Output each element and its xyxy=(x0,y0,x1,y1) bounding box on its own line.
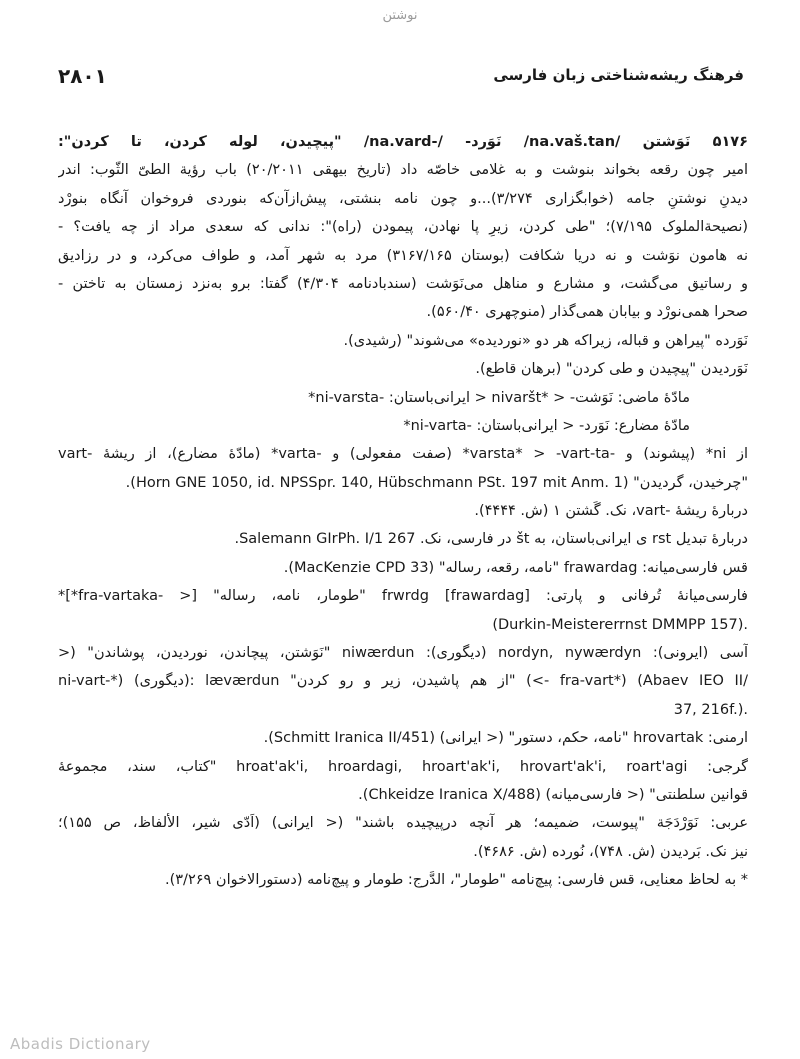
entry-line: نَوَردیدن "پیچیدن و طی کردن" (برهان قاطع). xyxy=(475,361,748,378)
entry-line: ni-vart-*) (دیگوری): læværdun "از هم پاشیدن، زیر و رو کردن" (<- fra-vart*) (Abaev IEO II/ xyxy=(58,673,748,690)
entry-line: ارمنی: hrovartak "نامه، حکم، دستور" (< ایرانی) (Schmitt Iranica II/451). xyxy=(263,730,748,747)
entry-line: نَوَرده "پیراهن و قباله، زیراکه هر دو «نوردیده» می‌شوند" (رشیدی). xyxy=(343,332,748,349)
entry-line: (Durkin-Meistererrnst DMMPP 157). xyxy=(492,616,748,633)
entry-line: عربی: نَوَرْدَجَة "پیوست، ضمیمه؛ هر آنچه درپیچیده باشند" (< ایرانی) (اَدّی شیر، الألفاظ، ص ۱۵۵)؛ xyxy=(58,815,748,832)
entry-line: از ni* (پیشوند) و -varsta* > -vart-ta* (صفت مفعولی) و -varta* (مادّهٔ مضارع)، از ریشهٔ -vart xyxy=(58,446,748,463)
site-watermark: Abadis Dictionary xyxy=(10,1035,151,1053)
entry-line: "چرخیدن، گردیدن" (Horn GNE 1050, id. NPSSpr. 140, Hübschmann PSt. 197 mit Anm. 1). xyxy=(125,474,748,491)
entry-line: مادّهٔ مضارع: نَوَرد- < ایرانی‌باستان: -ni-varta* xyxy=(403,417,690,434)
entry-line: امیر چون رقعه بخواند بنوشت و به غلامی خاصّه داد (تاریخ بیهقی ۲۰/۲۰۱۱) باب رؤیة الطیّ الثّوب: اندر xyxy=(58,162,748,179)
entry-line: دربارهٔ تبدیل rst ی ایرانی‌باستان، به št در فارسی، نک. Salemann GIrPh. I/1 267. xyxy=(234,531,748,548)
dictionary-entry xyxy=(58,128,748,895)
entry-line: (نصیحة‌الملوک ۷/۱۹۵)؛ "طی کردن، زیرِ پا نهادن، پیمودن (راه)": ندانی که سعدی مراد از چه یافت؟ - xyxy=(58,219,748,236)
entry-line: نیز نک. بَردیدن (ش. ۷۴۸)، نُورده (ش. ۴۶۸۶). xyxy=(473,843,748,860)
entry-line: 37, 216f.). xyxy=(673,701,748,718)
entry-line: ۵۱۷۶ نَوَشتن /na.vaš.tan/ نَوَرد- /-na.vard/ "پیچیدن، لوله کردن، تا کردن": xyxy=(58,134,748,150)
entry-line: صحرا همی‌نورْد و بیابان همی‌گذار (منوچهری ۵۶۰/۴۰). xyxy=(426,304,748,321)
entry-line: دربارهٔ ریشهٔ -vart، نک. گَشتن ۱ (ش. ۴۴۴۴). xyxy=(474,503,748,520)
book-title: فرهنگ ریشه‌شناختی زبان فارسی xyxy=(493,66,744,84)
entry-line: مادّهٔ ماضی: نَوَشت- < *nivaršt < ایرانی‌باستان: -ni-varsta* xyxy=(308,389,690,406)
entry-line: و رساتیق می‌گشت، و مشارع و مناهل می‌نَوَشت (سندبادنامه ۴/۳۰۴) گفتا: برو به‌نزد زمستان به تاختن - xyxy=(58,275,748,292)
page-header xyxy=(58,66,744,90)
entry-line: آسی (ایرونی): nordyn, nywærdyn (دیگوری): niwærdun "نَوَشتن، پیچاندن، نوردیدن، پوشاندن" (< xyxy=(58,645,748,662)
entry-line: قس فارسی‌میانه: frawardag "نامه، رقعه، رساله" (MacKenzie CPD 33). xyxy=(283,559,748,576)
page-top-watermark: نوشتن xyxy=(382,8,418,23)
entry-line: گرجی: hroat'ak'i, hroardagi, hroart'ak'i, hrovart'ak'i, roart'agi "کتاب، سند، مجموعهٔ xyxy=(58,758,748,775)
entry-line: نه هامون نوَشت و نه دریا شکافت (بوستان ۳۱۶۷/۱۶۵) مرد به شهر آمد، و طواف می‌کرد، و در رزادیق xyxy=(58,247,748,264)
entry-line: فارسی‌میانهٔ تُرفانی و پارتی: frwrdg [frawardag] "طومار، نامه، رساله" [< -fra-vartaka*]* xyxy=(58,588,748,605)
page-number: ۲۸۰۱ xyxy=(58,64,107,88)
entry-line: قوانین سلطنتی" (< فارسی‌میانه) (Chkeidze Iranica X/488). xyxy=(358,786,748,803)
entry-line: دیدنِ نوشتنِ جامه (خوابگزاری ۳/۲۷۴)...و چون نامه بنشتی، پیش‌ازآن‌که بنوردی فروخوان آنگاه بنورْد xyxy=(58,190,748,207)
entry-line: * به لحاظ معنایی، قس فارسی: پیچ‌نامه "طومار"، الدَّرج: طومار و پیچ‌نامه (دستورالاخوان ۳/۲۶۹). xyxy=(164,872,748,889)
